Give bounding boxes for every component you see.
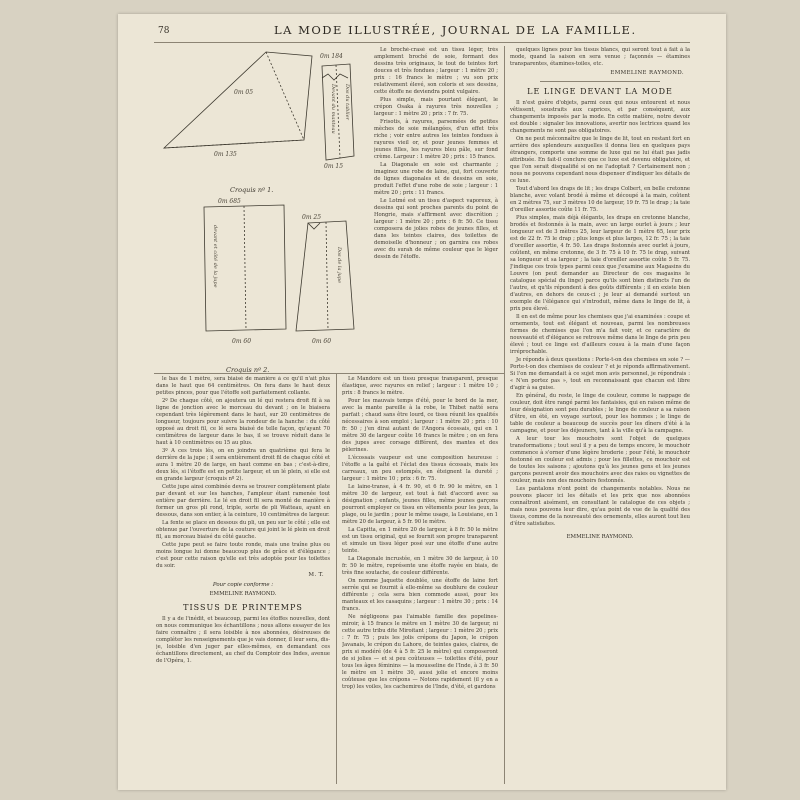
signature-author-col3-top: EMMELINE RAYMOND. <box>610 70 684 76</box>
paragraph: On ne peut méconnaître que le linge de lit, tout en restant fort en arrière des splendeurs auxquelles il donna lieu en quelques pays étrangers, comporte une somme de luxe qui ne lui était pas jadis attribuée. En fait-il conclure que ce luxe est devenu obligatoire, et que l'on serait disqualifié si on ne l'adoptait ? Certainement non ; nous ne pouvons cependant nous dispenser d'indiquer les détails de ce luxe. <box>510 135 690 184</box>
paragraph: Il en est de même pour les chemises que j'ai examinées : coupe et ornements, tout est élégant et nouveau, parmi les nombreuses formes de chemises que l'on m'a fait voir, et ce caractère de nouveauté et d'élégance se retrouve même dans le linge de prix peu élevé ; tout ce linge est d'ailleurs cousu à la main d'une façon irréprochable. <box>510 313 690 355</box>
header-rule <box>154 42 690 43</box>
paragraph: Cette jupe peut se faire toute ronde, mais une traîne plus ou moins longue lui donne beaucoup plus de grâce et d'élégance ; c'est pour cette raison qu'elle est très adoptée pour les toilettes du soir. <box>156 542 330 569</box>
fig1-label-3: 0m 15 <box>324 163 344 170</box>
paragraph: Les pantalons n'ont point de changements notables. Nous ne pouvons placer ici les détails et les prix que nos abonnées connaîtront aisément, en consultant le catalogue de ces objets ; mais nous pouvons leur dire, qu'au point de vue de la qualité des tissus, comme de la nouveauté des ornements, elles auront tout lieu d'être satisfaites. <box>510 485 690 527</box>
column-divider-2 <box>504 46 505 784</box>
paragraph: Ne négligeons pas l'aimable famille des popelines-miroir, à 15 francs le mètre en 1 mètre 30 de largeur, ni cette autre tribu dite Miroitant ; largeur : 1 mètre 20 ; prix : 7 fr. 75 ; puis les jolis crépons du Japon, le crépon Javanais, le crépon du Lahore, de teintes gaies, claires, de prix si modéré (de 4 à 5 fr. 25 le mètre) qui composeront de si jolies — et si peu coûteuses — toilettes d'été, pour tous les âges féminins — la mousseline de l'Inde, à 3 fr. 50 le mètre en 1 mètre 30, aussi jolie et encore moins coûteuse que les crépons — Notons rapidement (il y en a trop) les voiles, les cachemires de l'Inde, d'été, et gardons <box>342 614 498 690</box>
paragraph: Pour les mauvais temps d'été, pour le bord de la mer, avec la mante pareille à la robe, le Thibet natté sera parfait ; chaud sans être lourd, ce tissu réunit les qualités nécessaires à son emploi ; largeur : 1 mètre 20 ; prix : 10 fr. 50 ; j'en dirai autant de l'Angora écossais, qui en 1 mètre 30 de largeur coûte 16 francs le mètre ; on en fera des jupes avec corsage différent, des mantes et des pèlerines. <box>342 398 498 453</box>
pattern-figure-1 <box>154 44 368 194</box>
paragraph: Le Mandore est un tissu presque transparent, presque élastique, avec rayures en relief ; largeur : 1 mètre 10 ; prix : 8 francs le mètre. <box>342 376 498 396</box>
paragraph: Il y a de l'inédit, et beaucoup, parmi les étoffes nouvelles, dont on nous communique les échantillons ; nous allons essayer de les faire connaître ; il sera loisible à nos abonnées, désireuses de compléter les renseignements que je vais donner, il leur sera, dis-je, loisible d'en juger par elles-mêmes, en demandant ces échantillons directement, au chef du Comptoir des Indes, avenue de l'Opéra, 1. <box>156 616 330 664</box>
paragraph: quelques lignes pour les tissus blancs, qui seront tout à fait à la mode, quand la saison en sera venue ; façonnés — étamines transparentes, étamines-toiles, etc. <box>510 47 690 67</box>
fig1-label-4: 0m 05 <box>234 89 254 96</box>
fig2-label-2: 0m 60 <box>232 338 252 345</box>
signature-author-col3-bottom: EMMELINE RAYMOND. <box>566 533 634 540</box>
page-header <box>118 14 726 40</box>
paragraph: En général, du reste, le linge de couleur, comme le nappage de couleur, doit être rangé parmi les fantaisies, qui en raison même de leur désignation sont peu durables ; le linge de couleur a sa raison d'être, en été, en voyage surtout, pour les hommes ; le linge de table de couleur a beaucoup de succès pour les dîners d'été à la campagne, et pour les déjeuners, tant à la ville qu'à la campagne. <box>510 392 690 434</box>
signature-copy-line: Pour copie conforme : <box>212 582 274 588</box>
section-heading-tissus: TISSUS DE PRINTEMPS <box>183 603 303 612</box>
fig2-vertical-label-2: Dos de la jupe <box>336 247 342 284</box>
column-3-rule <box>540 81 660 82</box>
fig2-vertical-label-1: devant et côté de la jupe <box>212 225 218 288</box>
pattern-figure-2 <box>196 197 374 349</box>
fig1-label-2: 0m 135 <box>214 151 237 158</box>
page-number: 78 <box>158 26 170 36</box>
column-2-bottom <box>342 376 498 786</box>
fig2-label-1: 0m 685 <box>218 198 241 205</box>
paragraph: Cette jupe ainsi combinée devra se trouver complètement plate par devant et sur les hanches, l'ampleur étant ramenée tout entière par derrière. Le lé en droit fil sera monté de manière à former un gros pli rond, triple, sorte de pli Watteau, ayant en dessous, dans son entier, à la ceinture, 10 centimètres de largeur. <box>156 484 330 518</box>
figure-bottom-rule <box>154 373 504 374</box>
journal-title: LA MODE ILLUSTRÉE, JOURNAL DE LA FAMILLE. <box>274 23 637 37</box>
paragraph: 2º De chaque côté, on ajoutera un lé qui restera droit fil à sa ligne de jonction avec le morceau du devant ; on le biaisera cependant très légèrement dans le haut, sur 20 centimètres de longueur, toujours pour suivre la rondeur de la hanche : du côté opposé au droit fil, ce lé sera biaisé de telle façon, qu'ayant 70 centimètres de largeur dans le bas, il se trouve réduit dans le haut à 10 centimètres ou 15 au plus. <box>156 398 330 446</box>
paragraph: La Capitta, en 1 mètre 20 de largeur, à 8 fr. 50 le mètre est un tissu original, qui se fournit son propre transparent et simule un tissu léger posé sur une étoffe d'une autre teinte. <box>342 527 498 554</box>
signature-author: EMMELINE RAYMOND. <box>209 591 277 597</box>
paragraph: L'écossais vaupeur est une composition heureuse : l'étoffe a la gaîté et l'éclat des tissus écossais, mais les carreaux, un peu estompés, en éteignent la dureté ; largeur : 1 mètre 10 ; prix : 6 fr. 75. <box>342 455 498 482</box>
paragraph: Plus simple, mais pourtant élégant, le crépon Osaka à rayures très nouvelles ; largeur : 1 mètre 20 ; prix : 7 fr. 75. <box>374 97 498 117</box>
figure-2-caption: Croquis nº 2. <box>226 366 270 374</box>
paragraph: La fente se place en dessous du pli, un peu sur le côté ; elle est obtenue par l'ouverture de la couture qui joint le lé plein en droit fil, au morceau biaisé du côté gauche. <box>156 520 330 540</box>
column-1-bottom <box>156 376 330 786</box>
paragraph: Le Lotmé est un tissu d'aspect vaporeux, à dessins qui sont proches parents du point de Hongrie, mais s'affirment avec discrétion ; largeur : 1 mètre 20 ; prix : 6 fr. 50. Ce tissu composera de jolies robes de jeunes filles, et dans les teintes claires, des toilettes de demoiselle d'honneur ; on garnira ces robes avec du surah de même couleur que le léger dessin de l'étoffe. <box>374 198 498 260</box>
fig2-label-3: 0m 25 <box>302 214 322 221</box>
paragraph: Le broché-crasé est un tissu léger, très amplement broché de soie, formant des dessins très originaux, le tout de teintes fort douces et très fondues ; largeur : 1 mètre 20 ; prix : 16 francs le mètre ; vu son prix relativement élevé, son coloris et ses dessins, cette étoffe ne deviendra point vulgaire. <box>374 47 498 95</box>
column-divider-1 <box>336 374 337 784</box>
paragraph: 3º A ces trois lés, on en joindra un quatrième qui fera le derrière de la jupe ; il sera entièrement droit fil de chaque côté et aura 1 mètre 20 de large, en haut comme en bas ; c'est-à-dire, deux lés, si l'étoffe est en petite largeur, et un lé plein, si elle est en grande largeur (croquis nº 2). <box>156 448 330 482</box>
fig1-vertical-label: Devant du manteau <box>330 84 336 134</box>
paragraph: Je réponds à deux questions : Porte-t-on des chemises en soie ? — Porte-t-on des chemises de couleur ? et je réponds affirmativement. Si l'on me demandait à ce sujet mon avis personnel, je répondrais : « N'en portez pas », tout en reconnaissant que chacun est libre d'agir à sa guise. <box>510 356 690 391</box>
paragraph: On nomme Jaquette doublée, une étoffe de laine fort serrée qui se fournit à elle-même sa doublure de couleur différente ; cela sera bien commode aussi, pour les manteaux et les casaquins ; largeur : 1 mètre 30 ; prix : 14 francs. <box>342 578 498 612</box>
paragraph: Il n'est guère d'objets, parmi ceux qui nous entourent et nous vêtissent, soustraits aux caprices, et par conséquent, aux changements imposés par la mode. En cette matière, notre devoir est double : signaler les innovations, avertir nos lectrices quand les changements ne sont pas obligatoires. <box>510 99 690 134</box>
magazine-page <box>118 14 726 790</box>
paragraph: le bas de 1 mètre, sera biaisé de manière à ce qu'il n'ait plus dans le haut que 64 centimètres. On fera dans le haut deux petites pinces, pour que l'étoffe soit parfaitement collante. <box>156 376 330 396</box>
section-heading-linge: LE LINGE DEVANT LA MODE <box>527 86 673 96</box>
column-3 <box>510 47 690 785</box>
paragraph: Tout d'abord les draps de lit ; les draps Colbert, en belle cretonne blanche, avec volant brodé à même et découpé à la main, coûtent en 2 mètres 75, sur 3 mètres 10 de largeur, 19 fr. 75 le drap ; la taie d'oreiller assortie coûte 11 fr. 75. <box>510 185 690 213</box>
signature-initials: M. T. <box>308 572 324 578</box>
paragraph: A leur tour les mouchoirs sont l'objet de quelques transformations ; tout seul il y a peu de temps encore, le mouchoir commence à s'orner d'une légère broderie ; pour l'été, le mouchoir festonné en couleur est admis ; pour les fillettes, ce mouchoir est de toutes les saisons ; ajoutons qu'à les jeunes gens et les jeunes garçons peuvent avoir des mouchoirs avec des raies ou vignettes de couleur, mais non des mouchoirs festonnés. <box>510 435 690 484</box>
paragraph: Le laine-transe, à 4 fr. 90, et 6 fr. 90 le mètre, en 1 mètre 30 de largeur, est tout à fait d'accord avec sa désignation ; enfants, jeunes filles, même jeunes garçons pourront employer ce tissu en vêtements pour les jeux, la plage, ou le jardin ; pour le même usage, la Louisiane, en 1 mètre 20 de largeur, à 5 fr. 90 le mètre. <box>342 484 498 525</box>
fig1-label-1: 0m 184 <box>320 53 343 60</box>
paragraph: Plus simples, mais déjà élégants, les draps en cretonne blanche, brodés et festonnés à la main, avec un large ourlet à jours ; leur longueur est de 3 mètres 25, leur largeur de 1 mètre 65, leur prix est de 22 fr. 75 le drap ; plus longs et plus larges, 12 fr. 75 ; la taie d'oreiller assortie, 4 fr. 50. Les draps festonnés avec ourlet à jours, coûtent, en même cretonne, de 3 fr. 75 à 10 fr. 75 le drap, suivant sa longueur et sa largeur ; la taie d'oreiller assortie coûte 5 fr. 75. J'indique ces trois types parmi ceux que j'examine aux Magasins du Louvre (on peut demander au Directeur de ces magasins le catalogue spécial du linge) parce qu'ils sont bien distincts l'un de l'autre, et qu'ils répondent à des goûts différents ; il en existe bien d'autres, en dehors de ceux-ci ; je leur ai demandé surtout un exemple de l'élégance qui s'introduit, même dans le linge de lit, à prix peu élevé. <box>510 214 690 312</box>
fig2-label-4: 0m 60 <box>312 338 332 345</box>
paragraph: La Diagonale en soie est charmante ; imaginez une robe de laine, qui, fort couverte de lignes diagonales et de dessins en soie, produit l'effet d'une robe de soie ; largeur : 1 mètre 20 ; prix : 11 francs. <box>374 162 498 196</box>
paragraph: La Diagonale incrustée, en 1 mètre 30 de largeur, à 10 fr. 50 le mètre, représente une étoffe rayée en biais, de très fine soutache, de couleur différente. <box>342 556 498 576</box>
figure-1-caption: Croquis nº 1. <box>230 186 274 194</box>
paragraph: Frisotis, à rayures, parsemées de petites mèches de soie mélangées, d'un effet très riche ; voir entre autres les teintes fondues à rayures vieil or, et pour jeunes femmes et jeunes filles, les rayures bleu pâle, sur fond crème. Largeur : 1 mètre 20 ; prix : 15 francs. <box>374 119 498 160</box>
fig1-vertical-label-2: Dos du tablier <box>344 84 350 120</box>
column-top-right-of-figures <box>374 47 498 373</box>
